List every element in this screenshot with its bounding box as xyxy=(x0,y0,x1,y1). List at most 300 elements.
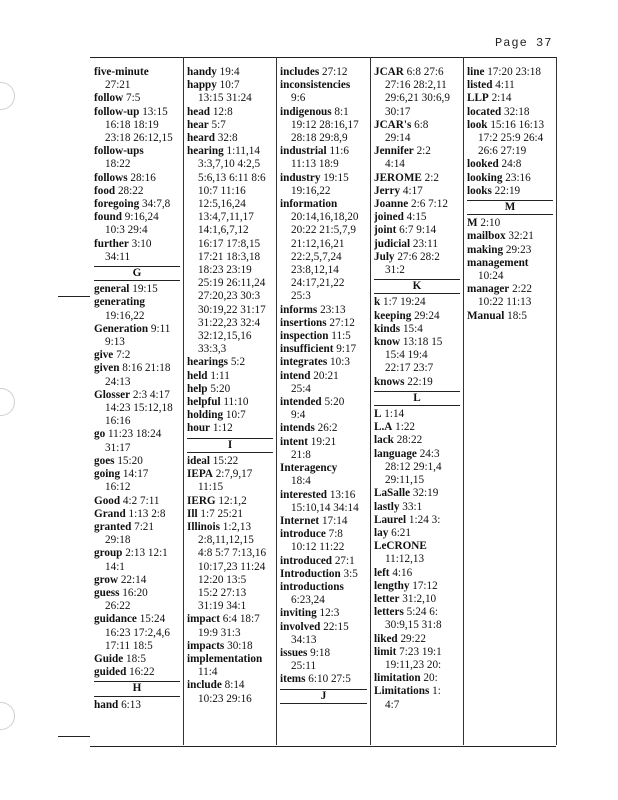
index-entry xyxy=(187,409,273,422)
index-entry xyxy=(280,370,367,383)
index-entry xyxy=(374,172,460,185)
page-reference: 2:10 xyxy=(477,217,501,230)
page-reference-continued: 10:24 xyxy=(478,270,504,283)
page-reference: 23:16 xyxy=(502,171,531,184)
index-term: give xyxy=(94,349,114,362)
page-reference-continued: 17:21 18:3,18 xyxy=(198,250,261,263)
page-number: Page 37 xyxy=(495,36,553,50)
index-term: inconsistencies xyxy=(280,79,351,92)
index-entry xyxy=(94,349,180,362)
index-entry xyxy=(374,606,460,619)
index-term: insufficient xyxy=(280,343,334,356)
page-reference: 2:6 7:12 xyxy=(408,198,448,211)
index-term: given xyxy=(94,362,120,375)
index-term: L xyxy=(374,408,382,421)
page-reference: 7:2 xyxy=(113,349,131,362)
index-term: making xyxy=(467,243,504,256)
page-reference: 9:16,24 xyxy=(122,211,159,224)
index-entry xyxy=(374,633,460,646)
index-entry xyxy=(467,158,553,171)
index-term: LLP xyxy=(467,92,489,105)
page-reference-continued: 25:4 xyxy=(291,382,311,395)
page-reference: 11:10 xyxy=(220,396,249,409)
index-term: generating xyxy=(94,296,145,309)
page-reference: 1:12 xyxy=(210,422,233,435)
index-entry xyxy=(187,106,273,119)
column-divider xyxy=(370,57,371,745)
page-reference: 8:16 21:18 xyxy=(119,362,171,375)
page-reference-continued: 23:8,12,14 xyxy=(291,264,339,277)
index-term: know xyxy=(374,336,401,349)
page-reference: 13:18 15 xyxy=(400,336,443,349)
page-reference: 24:8 xyxy=(498,158,522,171)
page-reference: 9:11 xyxy=(148,322,171,335)
index-entry xyxy=(374,198,460,211)
index-entry xyxy=(374,238,460,251)
index-entry xyxy=(374,685,460,698)
index-term: impact xyxy=(187,613,220,626)
page-reference: 10:3 xyxy=(327,356,350,369)
index-entry xyxy=(374,527,460,540)
page-reference: 32:8 xyxy=(214,132,238,145)
index-entry xyxy=(467,185,553,198)
index-term: Glosser xyxy=(94,388,131,401)
index-entry xyxy=(94,238,180,251)
page-reference: 23:13 xyxy=(317,303,346,316)
page-reference-continued: 14:1 xyxy=(105,560,125,573)
page-reference-continued: 19:9 31:3 xyxy=(198,626,241,639)
index-entry xyxy=(280,172,367,185)
page-reference: 19:15 xyxy=(129,283,158,296)
page-reference: 29:23 xyxy=(503,243,532,256)
index-entry xyxy=(374,593,460,606)
index-term: follow xyxy=(94,92,124,105)
page-reference-continued: 13:4,7,11,17 xyxy=(198,211,254,224)
page-reference-continued: 17:11 18:5 xyxy=(105,639,153,652)
index-term: hearings xyxy=(187,356,229,369)
index-entry xyxy=(467,217,553,230)
index-term: granted xyxy=(94,520,132,533)
section-letter: I xyxy=(187,438,273,453)
index-entry xyxy=(187,383,273,396)
page-reference-continued: 34:13 xyxy=(291,633,317,646)
index-term: Limitations xyxy=(374,685,430,698)
index-entry xyxy=(374,567,460,580)
index-entry xyxy=(467,119,553,132)
page-reference: 4:2 7:11 xyxy=(120,494,160,507)
index-term: LaSalle xyxy=(374,487,411,500)
index-entry xyxy=(280,489,367,502)
index-entry xyxy=(374,296,460,309)
index-term: lengthy xyxy=(374,579,410,592)
index-column-4 xyxy=(374,66,460,712)
page-reference: 11:23 18:24 xyxy=(105,428,162,441)
page-reference-continued: 14:23 15:12,18 xyxy=(105,402,173,415)
page-reference: 32:18 xyxy=(501,105,530,118)
page-reference-continued: 16:23 17:2,4,6 xyxy=(105,626,170,639)
index-entry xyxy=(467,310,553,323)
index-entry xyxy=(280,568,367,581)
page-reference-continued: 9:6 xyxy=(291,92,306,105)
index-entry xyxy=(280,79,367,92)
index-entry xyxy=(187,613,273,626)
page-reference: 19:21 xyxy=(307,435,337,448)
index-term: Grand xyxy=(94,507,126,520)
index-entry xyxy=(374,145,460,158)
page-reference: 27:1 xyxy=(332,554,355,567)
page-reference-continued: 2:8,11,12,15 xyxy=(198,534,254,547)
page-reference: 28:16 xyxy=(127,171,156,184)
index-entry xyxy=(374,514,460,527)
page-reference-continued: 28:12 29:1,4 xyxy=(385,460,442,473)
page-reference-continued: 22:17 23:7 xyxy=(385,362,434,375)
index-term: head xyxy=(187,105,211,118)
page-reference-continued: 30:9,15 31:8 xyxy=(385,619,442,632)
page-reference-continued: 22:2,5,7,24 xyxy=(291,250,342,263)
index-term: Introduction xyxy=(280,567,341,580)
column-divider xyxy=(183,57,184,745)
page-reference: 26:2 xyxy=(314,422,338,435)
index-entry xyxy=(280,106,367,119)
index-entry xyxy=(280,66,367,79)
page-reference-continued: 10:7 11:16 xyxy=(198,184,246,197)
index-entry xyxy=(280,330,367,343)
index-term: intended xyxy=(280,396,322,409)
page-reference-continued: 20:14,16,18,20 xyxy=(291,211,359,224)
page-reference-continued: 18:22 xyxy=(105,158,131,171)
page-reference: 19:4 xyxy=(216,66,240,78)
index-entry xyxy=(467,244,553,257)
index-entry xyxy=(94,455,180,468)
index-entry xyxy=(94,547,180,560)
page-reference: 10:7 xyxy=(216,79,240,92)
page-reference-continued: 23:18 26:12,15 xyxy=(105,132,173,145)
page-reference: 1:11 xyxy=(207,369,230,382)
index-entry xyxy=(187,468,273,481)
index-term: grow xyxy=(94,573,119,586)
page-reference-continued: 15:2 27:13 xyxy=(198,586,247,599)
page-reference: 17:12 xyxy=(409,579,438,592)
page-reference: 33:1 xyxy=(399,500,423,513)
index-term: lastly xyxy=(374,500,400,513)
page-reference: 28:22 xyxy=(115,184,144,197)
page-reference: 2:2 xyxy=(421,171,439,184)
page-reference: 1:11,14 xyxy=(223,145,260,158)
page-reference: 2:2 xyxy=(413,145,431,158)
index-term: holding xyxy=(187,409,224,422)
index-entry xyxy=(374,448,460,461)
page-reference: 1:14 xyxy=(381,408,405,421)
page-reference: 6:7 9:14 xyxy=(396,224,437,237)
page-reference-continued: 31:17 xyxy=(105,441,131,454)
page-reference-continued: 24:17,21,22 xyxy=(291,277,345,290)
index-term: include xyxy=(187,679,222,692)
page-reference-continued: 19:12 28:16,17 xyxy=(291,118,359,131)
index-entry xyxy=(187,145,273,158)
page-reference-continued: 11:13 18:9 xyxy=(291,158,339,171)
page-reference: 12:1,2 xyxy=(215,494,247,507)
page-reference: 20:21 xyxy=(310,369,339,382)
page-reference: 22:19 xyxy=(404,375,433,388)
page-reference-continued: 31:22,23 32:4 xyxy=(198,316,261,329)
index-term: joint xyxy=(374,224,397,237)
page-reference-continued: 21:12,16,21 xyxy=(291,237,345,250)
punch-hole xyxy=(0,702,15,730)
page-reference-continued: 16:16 xyxy=(105,415,131,428)
page-reference: 22:15 xyxy=(320,620,349,633)
index-entry xyxy=(374,672,460,685)
index-term: industry xyxy=(280,171,321,184)
page-reference-continued: 28:18 29:8,9 xyxy=(291,132,348,145)
page-reference-continued: 4:8 5:7 7:13,16 xyxy=(198,547,267,560)
page-reference: 3:10 xyxy=(128,237,152,250)
page-reference: 4:16 xyxy=(389,566,413,579)
page-reference: 2:22 xyxy=(509,283,532,296)
index-entry xyxy=(187,455,273,468)
index-entry xyxy=(280,555,367,568)
index-term: helpful xyxy=(187,396,221,409)
index-column-3 xyxy=(280,66,367,706)
page-reference: 19:15 xyxy=(320,171,349,184)
index-term: lay xyxy=(374,526,389,539)
page-reference: 13:16 xyxy=(327,488,356,501)
index-entry xyxy=(374,66,460,79)
page-reference: 16:20 xyxy=(119,586,148,599)
index-entry xyxy=(374,224,460,237)
page-reference-continued: 17:2 25:9 26:4 xyxy=(478,132,544,145)
index-term: introduce xyxy=(280,528,326,541)
index-term: look xyxy=(467,118,488,131)
column-divider xyxy=(463,57,464,745)
page-reference: 22:19 xyxy=(491,184,521,197)
index-term: foregoing xyxy=(94,198,140,211)
index-entry xyxy=(280,515,367,528)
page-reference: 9:18 xyxy=(307,646,331,659)
index-entry xyxy=(280,317,367,330)
index-term: happy xyxy=(187,79,217,92)
index-entry xyxy=(467,283,553,296)
page-reference-continued: 24:13 xyxy=(105,375,131,388)
page-reference-continued: 9:4 xyxy=(291,409,306,422)
page-reference-continued: 10:12 11:22 xyxy=(291,541,345,554)
page-reference-continued: 16:12 xyxy=(105,481,131,494)
index-term: Internet xyxy=(280,514,320,527)
index-term: indigenous xyxy=(280,105,332,118)
page-reference: 6:10 27:5 xyxy=(305,673,351,686)
index-term: hand xyxy=(94,698,119,711)
index-entry xyxy=(94,198,180,211)
index-entry xyxy=(94,92,180,105)
page-reference: 15:16 16:13 xyxy=(487,118,545,131)
index-entry xyxy=(280,304,367,317)
index-entry xyxy=(374,501,460,514)
page-reference-continued: 10:17,23 11:24 xyxy=(198,560,266,573)
page-reference: 22:14 xyxy=(118,573,147,586)
index-term: management xyxy=(467,256,529,269)
page-reference-continued: 26:22 xyxy=(105,600,131,613)
page-reference: 8:1 xyxy=(331,105,349,118)
margin-rule xyxy=(58,736,90,737)
index-term: insertions xyxy=(280,316,327,329)
index-column-1 xyxy=(94,66,180,712)
index-entry xyxy=(187,79,273,92)
page-reference-continued: 13:15 31:24 xyxy=(198,92,252,105)
page-reference: 7:21 xyxy=(131,520,154,533)
page-reference: 3:5 xyxy=(340,567,358,580)
index-entry xyxy=(374,487,460,500)
index-term: located xyxy=(467,105,502,118)
page-reference: 32:19 xyxy=(410,487,439,500)
page-reference: 15:4 xyxy=(400,322,423,335)
page-reference-continued: 29:18 xyxy=(105,534,131,547)
page-reference: 6:13 xyxy=(118,698,141,711)
index-term: manager xyxy=(467,283,510,296)
index-entry xyxy=(94,587,180,600)
page-reference-continued: 25:11 xyxy=(291,660,317,673)
page-reference: 17:14 xyxy=(319,514,348,527)
page-reference-continued: 27:21 xyxy=(105,79,131,92)
page-reference-continued: 33:3,3 xyxy=(198,343,227,356)
index-entry xyxy=(467,66,553,79)
index-term: knows xyxy=(374,375,405,388)
section-letter: J xyxy=(280,689,367,704)
index-entry xyxy=(94,323,180,336)
index-term: informs xyxy=(280,303,318,316)
index-entry xyxy=(94,699,180,712)
index-term: group xyxy=(94,547,123,560)
index-entry xyxy=(94,613,180,626)
index-entry xyxy=(280,647,367,660)
page-reference: 15:20 xyxy=(114,454,143,467)
page-reference-continued: 32:12,15,16 xyxy=(198,330,252,343)
page-reference: 1:13 2:8 xyxy=(125,507,166,520)
index-term: Good xyxy=(94,494,121,507)
page-reference: 12:8 xyxy=(210,105,233,118)
index-entry xyxy=(280,198,367,211)
index-term: five-minute xyxy=(94,66,149,78)
index-entry xyxy=(94,66,180,79)
page-reference-continued: 30:17 xyxy=(385,105,411,118)
index-entry xyxy=(94,185,180,198)
page-reference: 7:8 xyxy=(325,528,343,541)
index-term: interested xyxy=(280,488,328,501)
page-reference-continued: 14:1,6,7,12 xyxy=(198,224,249,237)
index-entry xyxy=(374,408,460,421)
page-reference-continued: 12:5,16,24 xyxy=(198,198,246,211)
page-reference: 34:7,8 xyxy=(139,198,171,211)
index-entry xyxy=(94,283,180,296)
page-reference: 17:20 23:18 xyxy=(484,66,541,78)
index-term: liked xyxy=(374,632,398,645)
index-term: follow-ups xyxy=(94,145,144,158)
page-reference-continued: 10:22 11:13 xyxy=(478,296,532,309)
margin-rule xyxy=(58,296,90,297)
index-term: inspection xyxy=(280,330,329,343)
index-term: mailbox xyxy=(467,230,506,243)
index-column-2 xyxy=(187,66,273,706)
index-term: Joanne xyxy=(374,198,409,211)
index-term: hear xyxy=(187,118,209,131)
index-entry xyxy=(280,343,367,356)
page-reference: 14:17 xyxy=(120,468,149,481)
page-reference: 4:11 xyxy=(492,79,515,92)
page-reference-continued: 26:6 27:19 xyxy=(478,145,527,158)
index-term: IERG xyxy=(187,494,216,507)
index-entry xyxy=(94,495,180,508)
index-entry xyxy=(187,370,273,383)
page-reference-continued: 4:14 xyxy=(385,158,405,171)
index-entry xyxy=(374,185,460,198)
index-entry xyxy=(187,66,273,79)
page-reference: 1:24 3: xyxy=(406,513,441,526)
index-term: intends xyxy=(280,422,315,435)
index-term: issues xyxy=(280,646,308,659)
index-entry xyxy=(94,296,180,309)
index-term: Jerry xyxy=(374,184,401,197)
index-term: ideal xyxy=(187,454,210,467)
index-term: line xyxy=(467,66,485,78)
page-reference: 31:2,10 xyxy=(399,592,437,605)
index-entry xyxy=(467,106,553,119)
index-term: M xyxy=(467,217,478,230)
index-term: items xyxy=(280,673,306,686)
index-term: intent xyxy=(280,435,308,448)
section-letter: L xyxy=(374,391,460,406)
index-term: impacts xyxy=(187,639,225,652)
index-term: guidance xyxy=(94,613,137,626)
index-entry xyxy=(94,389,180,402)
page-reference: 5:2 xyxy=(228,356,246,369)
index-entry xyxy=(187,495,273,508)
index-entry xyxy=(280,396,367,409)
index-entry xyxy=(94,211,180,224)
index-entry xyxy=(374,434,460,447)
page-reference: 24:3 xyxy=(416,447,440,460)
index-term: goes xyxy=(94,454,115,467)
index-entry xyxy=(467,230,553,243)
index-term: IEPA xyxy=(187,468,213,481)
index-term: judicial xyxy=(374,237,411,250)
index-entry xyxy=(187,508,273,521)
page-reference: 29:24 xyxy=(411,309,440,322)
page-reference: 20: xyxy=(420,672,438,685)
index-entry xyxy=(187,679,273,692)
index-entry xyxy=(94,428,180,441)
index-entry xyxy=(467,172,553,185)
page-reference: 6:21 xyxy=(388,526,411,539)
index-term: Illinois xyxy=(187,520,220,533)
page-reference-continued: 29:6,21 30:6,9 xyxy=(385,92,450,105)
index-term: heard xyxy=(187,132,215,145)
page-reference-continued: 18:23 23:19 xyxy=(198,264,252,277)
index-term: language xyxy=(374,447,417,460)
page-reference-continued: 11:4 xyxy=(198,666,218,679)
page-reference: 4:17 xyxy=(400,184,423,197)
index-entry xyxy=(374,251,460,264)
index-term: limitation xyxy=(374,672,421,685)
page-reference-continued: 31:2 xyxy=(385,264,405,277)
index-entry xyxy=(374,540,460,553)
page-reference-continued: 15:4 19:4 xyxy=(385,349,428,362)
index-entry xyxy=(187,132,273,145)
index-term: letter xyxy=(374,592,400,605)
page-reference: 1:7 19:24 xyxy=(380,296,426,309)
page-reference: 27:12 xyxy=(319,66,348,78)
index-term: July xyxy=(374,250,395,263)
page-reference: 2:3 4:17 xyxy=(130,388,170,401)
index-term: looking xyxy=(467,171,503,184)
page-reference-continued: 10:23 29:16 xyxy=(198,692,252,705)
